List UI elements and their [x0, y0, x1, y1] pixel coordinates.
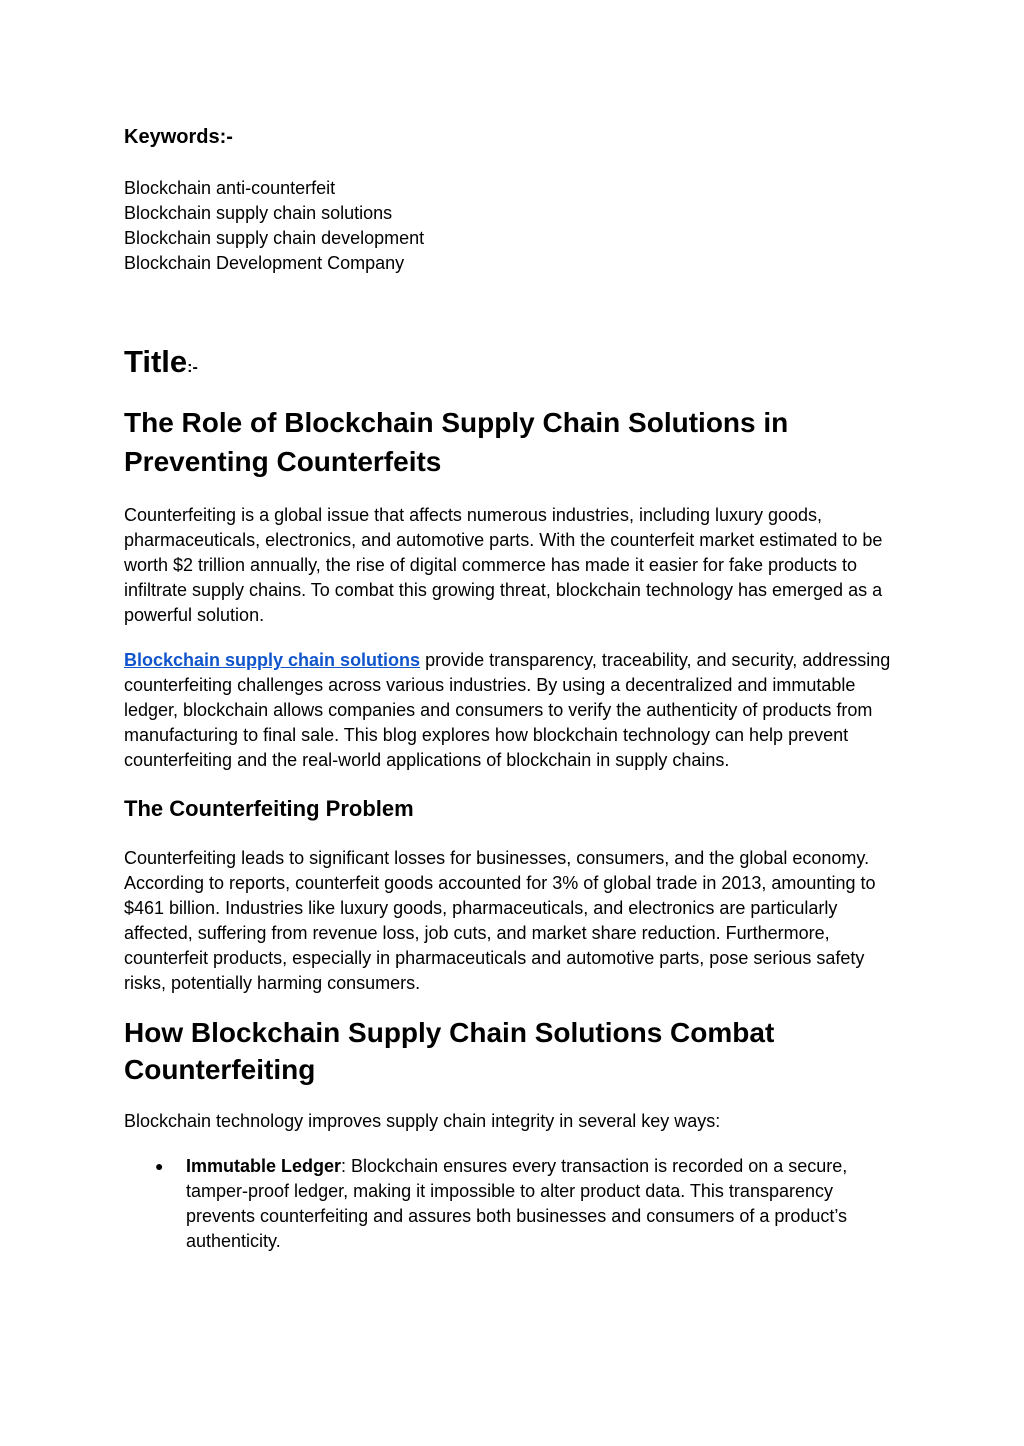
bullet-icon: ● [155, 1158, 164, 1174]
key-ways-list [124, 1154, 904, 1254]
keyword-item: Blockchain supply chain development [124, 228, 425, 248]
keyword-item: Blockchain supply chain solutions [124, 203, 393, 223]
keyword-item: Blockchain Development Company [124, 253, 405, 273]
list-item [124, 1154, 904, 1254]
intro-paragraph: Counterfeiting is a global issue that affects numerous industries, including luxury goods, pharmaceuticals, electronics, and automotive parts. With the counterfeit market estimated to be worth $2 trillion annually, the rise of digital commerce has made it easier for fake products to infiltrate supply chains. To combat this growing threat, blockchain technology has emerged as a powerful solution. [124, 505, 883, 625]
keyword-item: Blockchain anti-counterfeit [124, 178, 336, 198]
solutions-paragraph-text: provide transparency, traceability, and security, addressing counterfeiting challenges across various industries. By using a decentralized and immutable ledger, blockchain allows companies and consumers to verify the authenticity of products from manufacturing to final sale. This blog explores how blockchain technology can help prevent counterfeiting and the real-world applications of blockchain in supply chains. [124, 650, 891, 770]
counterfeiting-problem-paragraph: Counterfeiting leads to significant losses for businesses, consumers, and the global economy. According to reports, counterfeit goods accounted for 3% of global trade in 2013, amounting to $461 billion. Industries like luxury goods, pharmaceuticals, and electronics are particularly affected, suffering from revenue loss, job cuts, and market share reduction. Furthermore, counterfeit products, especially in pharmaceuticals and automotive parts, pose serious safety risks, potentially harming consumers. [124, 848, 876, 993]
blockchain-solutions-link[interactable]: Blockchain supply chain solutions [124, 650, 421, 670]
keywords-heading: Keywords:- [124, 126, 233, 148]
section-heading-counterfeiting-problem: The Counterfeiting Problem [124, 796, 414, 821]
solutions-paragraph [124, 648, 904, 773]
title-label [124, 342, 198, 388]
section-heading-combat: How Blockchain Supply Chain Solutions Combat Counterfeiting [124, 1017, 775, 1085]
bullet-term: Immutable Ledger [186, 1156, 342, 1176]
keywords-list [124, 176, 424, 276]
bullet-text: : Blockchain ensures every transaction is recorded on a secure, tamper-proof ledger, making it impossible to alter product data. This transparency prevents counterfeiting and assures both businesses and consumers of a product’s authenticity. [186, 1156, 848, 1251]
title-label-main: Title [124, 344, 188, 379]
title-label-suffix: :- [187, 359, 198, 376]
combat-intro-paragraph: Blockchain technology improves supply chain integrity in several key ways: [124, 1111, 721, 1131]
article-title: The Role of Blockchain Supply Chain Solutions in Preventing Counterfeits [124, 407, 789, 477]
